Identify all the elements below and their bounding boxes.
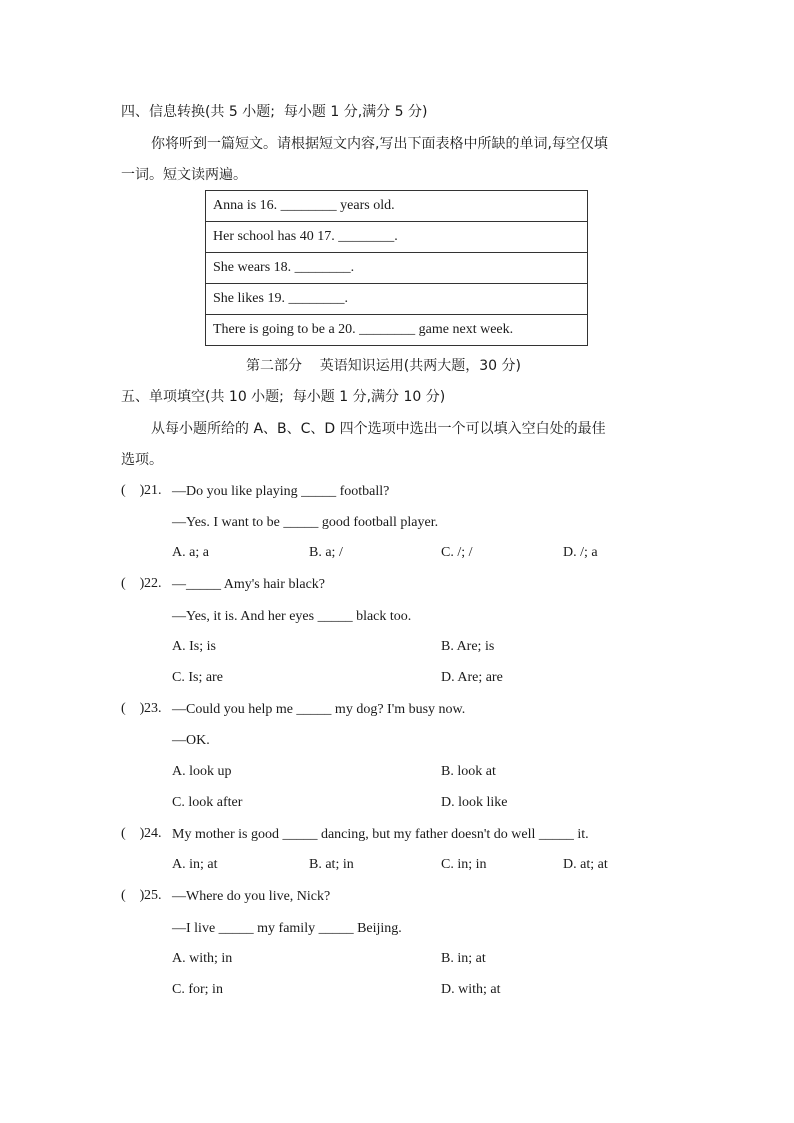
table-row — [206, 191, 588, 222]
section4-instruction-line2: 一词。短文读两遍。 — [121, 167, 247, 183]
table-cell: She likes 19. ________. — [206, 284, 588, 315]
part2-heading: 第二部分 英语知识运用(共两大题，30 分) — [246, 358, 521, 374]
option-d: D. Are; are — [441, 670, 503, 685]
option-d: D. /; a — [563, 545, 598, 560]
option-a: A. in; at — [172, 857, 218, 872]
option-c: C. for; in — [172, 982, 223, 997]
question-number: 25. — [144, 888, 162, 903]
option-b: B. look at — [441, 764, 496, 779]
table-cell: There is going to be a 20. ________ game next week. — [206, 315, 588, 346]
table-row — [206, 315, 588, 346]
section5-instruction-line2: 选项。 — [121, 452, 163, 468]
table-row — [206, 222, 588, 253]
question-line2: —Yes. I want to be _____ good football player. — [172, 515, 439, 530]
option-a: A. Is; is — [172, 639, 216, 654]
table-cell: Her school has 40 17. ________. — [206, 222, 588, 253]
answer-bracket: ( ) — [121, 888, 145, 903]
option-d: D. with; at — [441, 982, 501, 997]
option-c: C. Is; are — [172, 670, 223, 685]
table-row — [206, 284, 588, 315]
table-cell: She wears 18. ________. — [206, 253, 588, 284]
option-c: C. /; / — [441, 545, 473, 560]
section4-heading: 四、信息转换(共 5 小题; 每小题 1 分,满分 5 分) — [121, 104, 428, 120]
question-number: 21. — [144, 483, 162, 498]
question-line2: —I live _____ my family _____ Beijing. — [172, 921, 402, 936]
answer-bracket: ( ) — [121, 483, 145, 498]
answer-bracket: ( ) — [121, 826, 145, 841]
table-row — [206, 253, 588, 284]
option-c: C. look after — [172, 795, 243, 810]
question-line1: —Where do you live, Nick? — [172, 889, 331, 904]
section5-instruction-line1: 从每小题所给的 A、B、C、D 四个选项中选出一个可以填入空白处的最佳 — [151, 421, 606, 437]
option-b: B. at; in — [309, 857, 354, 872]
answer-bracket: ( ) — [121, 576, 145, 591]
section5-heading: 五、单项填空(共 10 小题; 每小题 1 分,满分 10 分) — [121, 389, 446, 405]
answer-bracket: ( ) — [121, 701, 145, 716]
question-line1: —_____ Amy's hair black? — [172, 577, 325, 592]
option-b: B. in; at — [441, 951, 486, 966]
option-d: D. at; at — [563, 857, 608, 872]
info-table — [205, 190, 588, 346]
question-line1: —Do you like playing _____ football? — [172, 484, 390, 499]
question-line1: My mother is good _____ dancing, but my father doesn't do well _____ it. — [172, 827, 589, 842]
option-a: A. with; in — [172, 951, 233, 966]
question-number: 22. — [144, 576, 162, 591]
question-line2: —OK. — [172, 733, 210, 748]
option-b: B. a; / — [309, 545, 343, 560]
option-b: B. Are; is — [441, 639, 495, 654]
question-number: 23. — [144, 701, 162, 716]
question-line1: —Could you help me _____ my dog? I'm busy now. — [172, 702, 466, 717]
option-a: A. a; a — [172, 545, 209, 560]
section4-instruction-line1: 你将听到一篇短文。请根据短文内容,写出下面表格中所缺的单词,每空仅填 — [151, 136, 608, 152]
table-cell: Anna is 16. ________ years old. — [206, 191, 588, 222]
option-c: C. in; in — [441, 857, 487, 872]
question-line2: —Yes, it is. And her eyes _____ black too. — [172, 609, 412, 624]
option-a: A. look up — [172, 764, 232, 779]
question-number: 24. — [144, 826, 162, 841]
option-d: D. look like — [441, 795, 508, 810]
